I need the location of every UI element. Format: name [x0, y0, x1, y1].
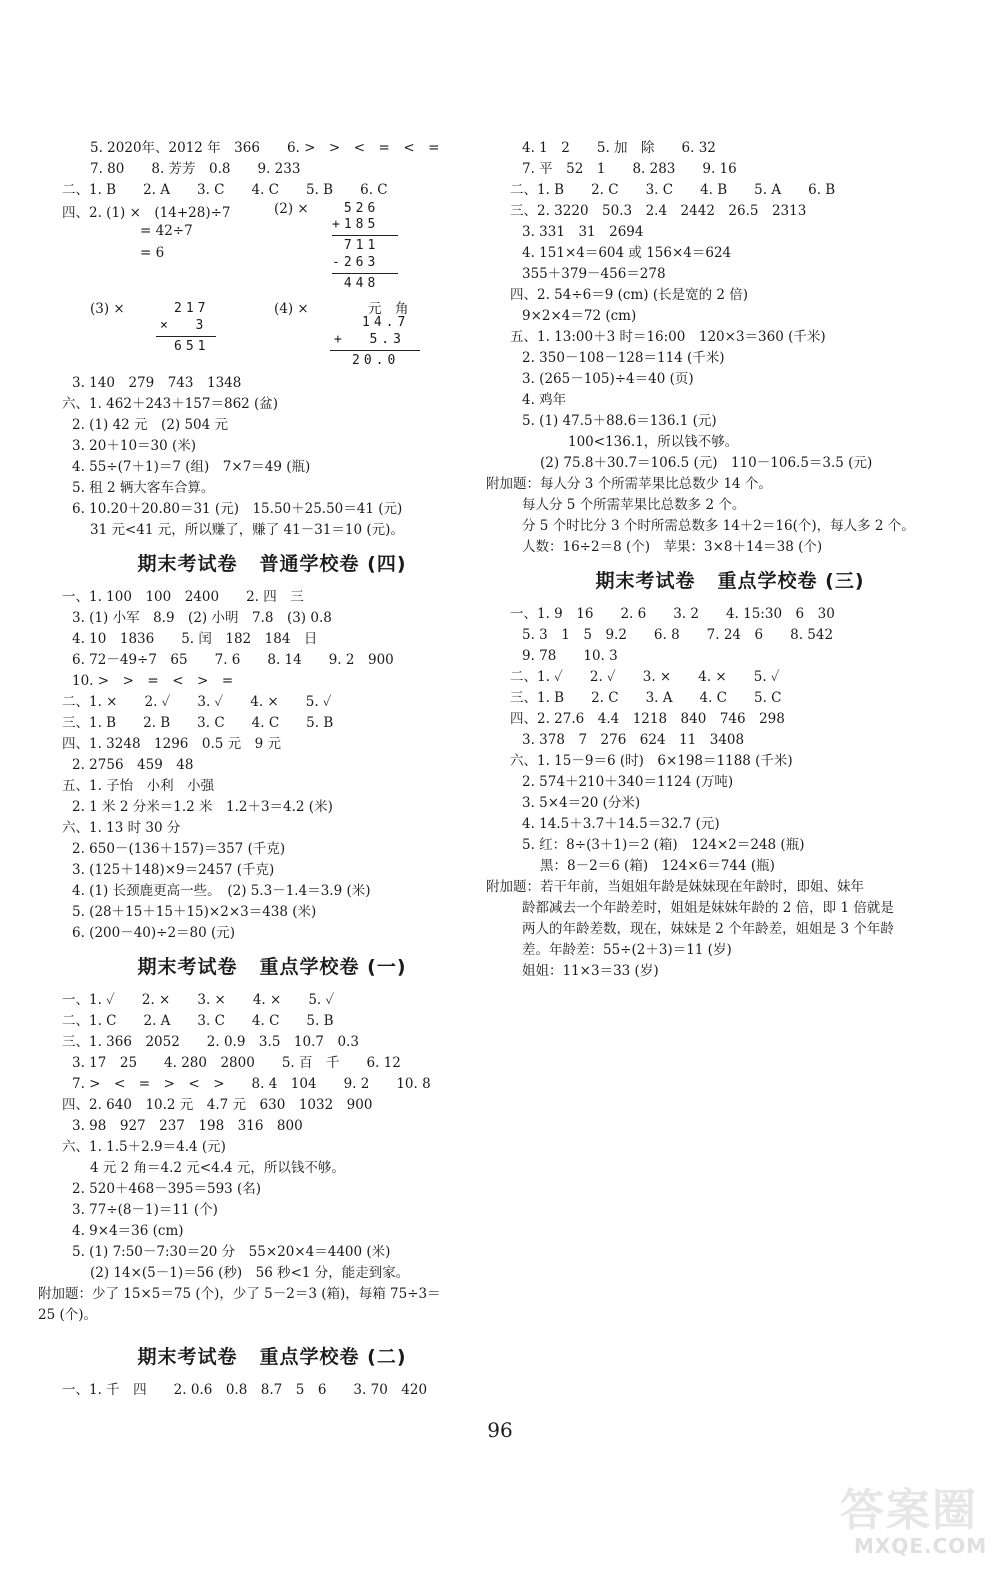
answer-line: 2. 1 米 2 分米＝1.2 米 1.2＋3＝4.2 (米): [72, 799, 333, 815]
calc-q2-row: +185: [332, 217, 380, 232]
calc-q4-label: (4) ×: [274, 301, 309, 317]
answer-line: 5. (28＋15＋15＋15)×2×3＝438 (米): [72, 904, 317, 920]
section-title-part: 期末考试卷: [137, 1346, 238, 1368]
answer-line: 6. (200－40)÷2＝80 (元): [72, 925, 236, 941]
calc-q3-row: 217: [174, 301, 210, 316]
answer-line: 4. 151×4＝604 或 156×4＝624: [522, 245, 732, 261]
answer-line: 3. (125＋148)×9＝2457 (千克): [72, 862, 275, 878]
answer-line: 四、2. 27.6 4.4 1218 840 746 298: [510, 711, 785, 727]
answer-line: 差。年龄差：55÷(2＋3)＝11 (岁): [522, 942, 732, 958]
answer-line: 姐姐：11×3＝33 (岁): [522, 963, 659, 979]
section-title-part: 期末考试卷: [137, 956, 238, 978]
answer-line: 二、1. B 2. A 3. C 4. C 5. B 6. C: [62, 182, 388, 198]
answer-line: 3. 98 927 237 198 316 800: [72, 1118, 303, 1134]
calc-q3-label: (3) ×: [90, 301, 125, 317]
vertical-calc-2: [62, 301, 482, 373]
calc-q2-row: 448: [332, 276, 380, 291]
answer-line: 4. 55÷(7＋1)＝7 (组) 7×7＝49 (瓶): [72, 459, 311, 475]
watermark-logo: [832, 1470, 992, 1570]
answer-line: 人数：16÷2＝8 (个) 苹果：3×8＋14＝38 (个): [522, 539, 823, 555]
answer-line: 2. 650－(136＋157)＝357 (千克): [72, 841, 286, 857]
answer-line: 3. 331 31 2694: [522, 224, 644, 240]
answer-line: 三、1. B 2. C 3. A 4. C 5. C: [510, 690, 782, 706]
answer-line: 10. > > = < > =: [72, 673, 234, 689]
section-title-part: 期末考试卷: [137, 553, 238, 575]
answer-line: 6. 10.20＋20.80＝31 (元) 15.50＋25.50＝41 (元): [72, 501, 403, 517]
section-title-part: 重点学校卷 (一): [259, 956, 407, 978]
calc-q3-row: 651: [174, 339, 210, 354]
answer-line: 一、1. 9 16 2. 6 3. 2 4. 15:30 6 30: [510, 606, 835, 622]
answer-line: 四、2. 640 10.2 元 4.7 元 630 1032 900: [62, 1097, 373, 1113]
answer-line: 4. 9×4＝36 (cm): [72, 1223, 184, 1239]
vertical-calc-1: [62, 201, 482, 301]
answer-line: 三、1. B 2. B 3. C 4. C 5. B: [62, 715, 334, 731]
answer-line: 7. > < = > < > 8. 4 104 9. 2 10. 8: [72, 1076, 431, 1092]
calc-q1-label: 四、2. (1) × (14+28)÷7: [62, 205, 231, 221]
section-title-part: 期末考试卷: [595, 570, 696, 592]
answer-line: 3. 17 25 4. 280 2800 5. 百 千 6. 12: [72, 1055, 401, 1071]
answer-line: 两人的年龄差数，现在，妹妹是 2 个年龄差，姐姐是 3 个年龄: [522, 921, 894, 937]
answer-line: 7. 80 8. 芳芳 0.8 9. 233: [90, 161, 301, 177]
section-answers: [38, 990, 482, 1326]
answer-line: 2. 520＋468－395＝593 (名): [72, 1181, 262, 1197]
calc-rule: [332, 235, 398, 236]
left-block1-top: [62, 138, 482, 201]
right-block1: [486, 138, 950, 558]
answer-line: 每人分 5 个所需苹果比总数多 2 个。: [522, 497, 746, 513]
section-title-part: 普通学校卷 (四): [259, 553, 407, 575]
answer-line: 2. (1) 42 元 (2) 504 元: [72, 417, 229, 433]
section-title: [62, 541, 482, 587]
calc-q2-row: 526: [332, 201, 380, 216]
answer-line: (2) 14×(5－1)＝56 (秒) 56 秒<1 分，能走到家。: [90, 1265, 410, 1281]
answer-line: 二、1. C 2. A 3. C 4. C 5. B: [62, 1013, 334, 1029]
answer-line: (2) 75.8＋30.7＝106.5 (元) 110－106.5＝3.5 (元): [540, 455, 873, 471]
answer-line: 3. 77÷(8－1)＝11 (个): [72, 1202, 218, 1218]
answer-line: 4. 鸡年: [522, 392, 567, 408]
calc-q2-row: 711: [332, 238, 380, 253]
answer-line: 355＋379－456＝278: [522, 266, 666, 282]
calc-q3-row: × 3: [160, 318, 208, 333]
answer-line: 三、2. 3220 50.3 2.4 2442 26.5 2313: [510, 203, 807, 219]
calc-q1-step: = 42÷7: [140, 223, 193, 239]
answer-line: 31 元<41 元，所以赚了，赚了 41－31＝10 (元)。: [90, 522, 404, 538]
answer-line: 附加题：若干年前，当姐姐年龄是妹妹现在年龄时，即姐、妹年: [486, 879, 864, 895]
calc-rule: [332, 273, 398, 274]
answer-line: 2. 574＋210＋340＝1124 (万吨): [522, 774, 734, 790]
answer-line: 3. (265－105)÷4＝40 (页): [522, 371, 694, 387]
answer-line: 附加题：少了 15×5＝75 (个)，少了 5－2＝3 (箱)，每箱 75÷3＝: [38, 1286, 441, 1302]
answer-line: 25 (个)。: [38, 1307, 98, 1323]
right-column: [486, 138, 950, 982]
answer-line: 4 元 2 角＝4.2 元<4.4 元，所以钱不够。: [90, 1160, 345, 1176]
answer-line: 三、1. 366 2052 2. 0.9 3.5 10.7 0.3: [62, 1034, 359, 1050]
answer-line: 四、2. 54÷6＝9 (cm) (长是宽的 2 倍): [510, 287, 749, 303]
section-answers: [62, 587, 482, 944]
answer-line: 4. (1) 长颈鹿更高一些。 (2) 5.3－1.4＝3.9 (米): [72, 883, 371, 899]
calc-q4-row: + 5.3: [334, 332, 405, 347]
section-title: [510, 558, 950, 604]
answer-line: 3. 378 7 276 624 11 3408: [522, 732, 745, 748]
answer-line: 黑：8－2＝6 (箱) 124×6＝744 (瓶): [540, 858, 775, 874]
answer-line: 六、1. 1.5＋2.9＝4.4 (元): [62, 1139, 226, 1155]
answer-line: 六、1. 15－9＝6 (时) 6×198＝1188 (千米): [510, 753, 793, 769]
answer-line: 4. 10 1836 5. 闰 182 184 日: [72, 631, 318, 647]
answer-line: 六、1. 462＋243＋157＝862 (盆): [62, 396, 279, 412]
watermark-logo-text: 答案圈: [840, 1485, 978, 1536]
answer-line: 一、1. 千 四 2. 0.6 0.8 8.7 5 6 3. 70 420: [62, 1382, 428, 1398]
answer-line: 2. 2756 459 48: [72, 757, 194, 773]
answer-line: 二、1. B 2. C 3. C 4. B 5. A 6. B: [510, 182, 836, 198]
answer-line: 5. 3 1 5 9.2 6. 8 7. 24 6 8. 542: [522, 627, 834, 643]
calc-q1-step: = 6: [140, 245, 165, 261]
calc-q4-header: 元 角: [368, 301, 409, 317]
answer-line: 一、1. ✓ 2. × 3. × 4. × 5. ✓: [62, 992, 335, 1008]
answer-line: 一、1. 100 100 2400 2. 四 三: [62, 589, 304, 605]
calc-q2-label: (2) ×: [274, 201, 309, 217]
answer-line: 5. 租 2 辆大客车合算。: [72, 480, 215, 496]
answer-line: 五、1. 子怡 小利 小强: [62, 778, 215, 794]
calc-rule: [156, 336, 216, 337]
calc-rule: [330, 350, 420, 351]
section-answers: [62, 1380, 482, 1401]
left-block1-rest: [62, 373, 482, 541]
calc-q4-row: 14.7: [362, 315, 410, 330]
page-number: 96: [487, 1418, 513, 1442]
calc-q2-row: -263: [332, 255, 380, 270]
answer-line: 四、1. 3248 1296 0.5 元 9 元: [62, 736, 282, 752]
answer-line: 5. 红：8÷(3＋1)＝2 (箱) 124×2＝248 (瓶): [522, 837, 805, 853]
answer-line: 附加题：每人分 3 个所需苹果比总数少 14 个。: [486, 476, 772, 492]
answer-line: 5. 2020年、2012 年 366 6. > > < = < =: [90, 140, 440, 156]
answer-line: 二、1. × 2. ✓ 3. ✓ 4. × 5. ✓: [62, 694, 332, 710]
answer-line: 4. 1 2 5. 加 除 6. 32: [522, 140, 716, 156]
answer-line: 二、1. ✓ 2. ✓ 3. × 4. × 5. ✓: [510, 669, 780, 685]
section-title-part: 重点学校卷 (二): [259, 1346, 407, 1368]
answer-line: 3. (1) 小军 8.9 (2) 小明 7.8 (3) 0.8: [72, 610, 332, 626]
answer-line: 9. 78 10. 3: [522, 648, 618, 664]
answer-line: 龄都减去一个年龄差时，姐姐是妹妹年龄的 2 倍，即 1 倍就是: [522, 900, 894, 916]
answer-line: 3. 140 279 743 1348: [72, 375, 242, 391]
section-answers: [486, 604, 950, 982]
answer-line: 3. 5×4＝20 (分米): [522, 795, 641, 811]
answer-line: 4. 14.5＋3.7＋14.5＝32.7 (元): [522, 816, 720, 832]
answer-line: 分 5 个时比分 3 个时所需总数多 14＋2＝16(个)，每人多 2 个。: [522, 518, 915, 534]
answer-line: 9×2×4＝72 (cm): [522, 308, 637, 324]
answer-line: 六、1. 13 时 30 分: [62, 820, 181, 836]
answer-line: 6. 72－49÷7 65 7. 6 8. 14 9. 2 900: [72, 652, 394, 668]
answer-line: 3. 20＋10＝30 (米): [72, 438, 197, 454]
answer-line: 5. (1) 7:50－7:30＝20 分 55×20×4＝4400 (米): [72, 1244, 391, 1260]
left-column: [38, 138, 482, 1401]
answer-line: 100<136.1，所以钱不够。: [568, 434, 739, 450]
section-title-part: 重点学校卷 (三): [717, 570, 865, 592]
answer-line: 2. 350－108－128＝114 (千米): [522, 350, 725, 366]
watermark-url: MXQE.COM: [854, 1534, 988, 1558]
section-title: [62, 944, 482, 990]
answer-line: 5. (1) 47.5＋88.6＝136.1 (元): [522, 413, 717, 429]
section-title: [62, 1334, 482, 1380]
answer-line: 五、1. 13:00＋3 时＝16:00 120×3＝360 (千米): [510, 329, 826, 345]
answer-line: 7. 平 52 1 8. 283 9. 16: [522, 161, 737, 177]
calc-q4-row: 20.0: [352, 353, 400, 368]
